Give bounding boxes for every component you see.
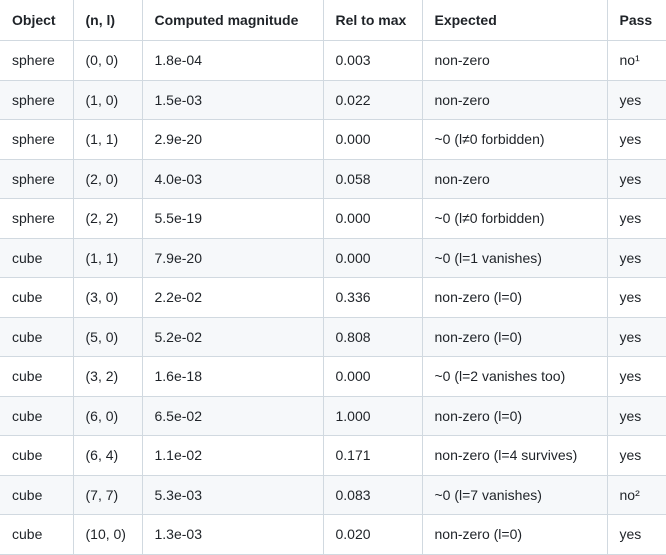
cell-n-l: (1, 1) <box>73 120 142 160</box>
cell-n-l: (1, 1) <box>73 238 142 278</box>
header-row <box>0 0 666 41</box>
cell-magnitude: 5.2e-02 <box>142 317 323 357</box>
cell-expected: ~0 (l=7 vanishes) <box>422 475 607 515</box>
cell-pass: no¹ <box>607 41 666 81</box>
cell-rel-to-max: 0.020 <box>323 515 422 555</box>
cell-n-l: (2, 0) <box>73 159 142 199</box>
cell-pass: yes <box>607 515 666 555</box>
cell-rel-to-max: 0.336 <box>323 278 422 318</box>
cell-expected: non-zero (l=0) <box>422 317 607 357</box>
table-row <box>0 317 666 357</box>
cell-pass: no² <box>607 475 666 515</box>
cell-rel-to-max: 0.022 <box>323 80 422 120</box>
cell-rel-to-max: 0.000 <box>323 357 422 397</box>
cell-expected: ~0 (l≠0 forbidden) <box>422 199 607 239</box>
table-row <box>0 396 666 436</box>
cell-rel-to-max: 1.000 <box>323 396 422 436</box>
cell-object: cube <box>0 238 73 278</box>
cell-expected: non-zero (l=0) <box>422 278 607 318</box>
cell-object: cube <box>0 515 73 555</box>
cell-pass: yes <box>607 317 666 357</box>
cell-n-l: (0, 0) <box>73 41 142 81</box>
header-computed-magnitude: Computed magnitude <box>142 0 323 41</box>
table-body <box>0 41 666 555</box>
cell-pass: yes <box>607 278 666 318</box>
cell-n-l: (2, 2) <box>73 199 142 239</box>
cell-n-l: (6, 0) <box>73 396 142 436</box>
table-row <box>0 515 666 555</box>
header-expected: Expected <box>422 0 607 41</box>
cell-rel-to-max: 0.808 <box>323 317 422 357</box>
cell-expected: ~0 (l≠0 forbidden) <box>422 120 607 160</box>
cell-n-l: (1, 0) <box>73 80 142 120</box>
cell-rel-to-max: 0.000 <box>323 120 422 160</box>
header-pass: Pass <box>607 0 666 41</box>
table-row <box>0 357 666 397</box>
cell-n-l: (7, 7) <box>73 475 142 515</box>
cell-magnitude: 1.8e-04 <box>142 41 323 81</box>
header-object: Object <box>0 0 73 41</box>
cell-object: cube <box>0 475 73 515</box>
cell-rel-to-max: 0.083 <box>323 475 422 515</box>
cell-rel-to-max: 0.000 <box>323 199 422 239</box>
header-rel-to-max: Rel to max <box>323 0 422 41</box>
table-row <box>0 475 666 515</box>
table-row <box>0 278 666 318</box>
cell-object: cube <box>0 278 73 318</box>
cell-pass: yes <box>607 199 666 239</box>
cell-magnitude: 2.2e-02 <box>142 278 323 318</box>
cell-magnitude: 2.9e-20 <box>142 120 323 160</box>
cell-object: sphere <box>0 159 73 199</box>
cell-object: sphere <box>0 41 73 81</box>
table-row <box>0 80 666 120</box>
cell-expected: non-zero (l=0) <box>422 515 607 555</box>
cell-object: cube <box>0 396 73 436</box>
cell-pass: yes <box>607 120 666 160</box>
cell-object: cube <box>0 317 73 357</box>
cell-expected: non-zero <box>422 80 607 120</box>
cell-magnitude: 1.6e-18 <box>142 357 323 397</box>
cell-n-l: (6, 4) <box>73 436 142 476</box>
cell-pass: yes <box>607 159 666 199</box>
table-header <box>0 0 666 41</box>
table-row <box>0 238 666 278</box>
cell-pass: yes <box>607 436 666 476</box>
cell-magnitude: 6.5e-02 <box>142 396 323 436</box>
cell-magnitude: 1.1e-02 <box>142 436 323 476</box>
cell-object: cube <box>0 436 73 476</box>
cell-rel-to-max: 0.171 <box>323 436 422 476</box>
cell-expected: ~0 (l=2 vanishes too) <box>422 357 607 397</box>
cell-n-l: (5, 0) <box>73 317 142 357</box>
cell-n-l: (10, 0) <box>73 515 142 555</box>
cell-pass: yes <box>607 357 666 397</box>
cell-expected: non-zero (l=0) <box>422 396 607 436</box>
table-row <box>0 199 666 239</box>
cell-object: sphere <box>0 80 73 120</box>
cell-expected: ~0 (l=1 vanishes) <box>422 238 607 278</box>
cell-expected: non-zero (l=4 survives) <box>422 436 607 476</box>
cell-magnitude: 1.5e-03 <box>142 80 323 120</box>
cell-pass: yes <box>607 80 666 120</box>
cell-rel-to-max: 0.003 <box>323 41 422 81</box>
cell-magnitude: 4.0e-03 <box>142 159 323 199</box>
cell-rel-to-max: 0.000 <box>323 238 422 278</box>
header-n-l: (n, l) <box>73 0 142 41</box>
cell-object: sphere <box>0 199 73 239</box>
cell-object: cube <box>0 357 73 397</box>
cell-pass: yes <box>607 238 666 278</box>
table-row <box>0 436 666 476</box>
table-row <box>0 41 666 81</box>
cell-expected: non-zero <box>422 41 607 81</box>
cell-magnitude: 7.9e-20 <box>142 238 323 278</box>
cell-pass: yes <box>607 396 666 436</box>
cell-magnitude: 1.3e-03 <box>142 515 323 555</box>
cell-n-l: (3, 0) <box>73 278 142 318</box>
cell-magnitude: 5.3e-03 <box>142 475 323 515</box>
cell-expected: non-zero <box>422 159 607 199</box>
table-row <box>0 120 666 160</box>
table-row <box>0 159 666 199</box>
cell-object: sphere <box>0 120 73 160</box>
cell-n-l: (3, 2) <box>73 357 142 397</box>
cell-rel-to-max: 0.058 <box>323 159 422 199</box>
cell-magnitude: 5.5e-19 <box>142 199 323 239</box>
